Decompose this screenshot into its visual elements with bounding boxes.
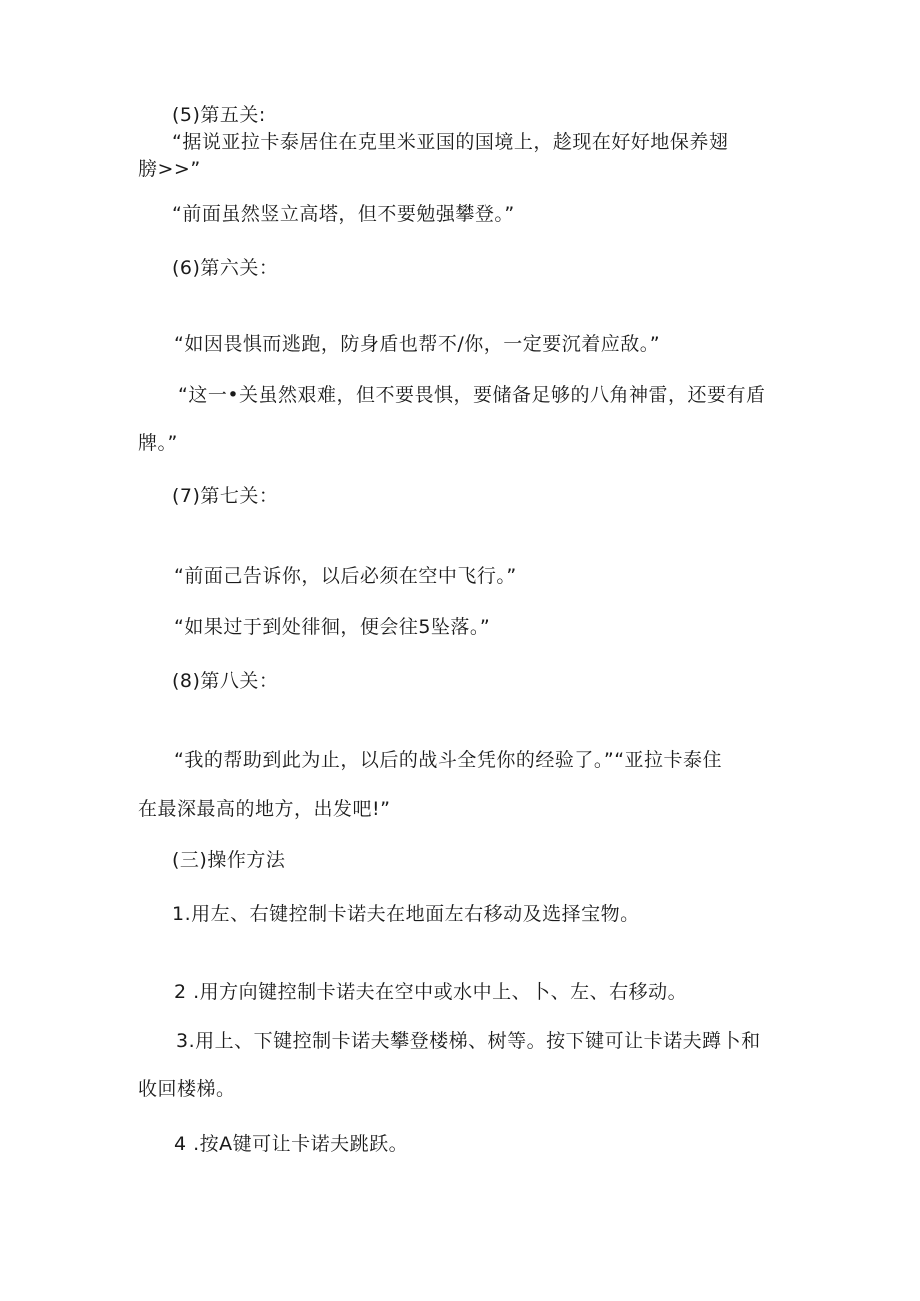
heading-level-7: (7)第七关： xyxy=(172,485,279,507)
quote-level-6-second: “这一•关虽然艰难，但不要畏惧，要储备足够的八角神雷，还要有盾 xyxy=(178,384,766,406)
control-item-1: 1.用左、右键控制卡诺夫在地面左右移动及选择宝物。 xyxy=(172,903,640,925)
quote-level-7-first: “前面己告诉你，以后必须在空中飞行。” xyxy=(174,565,517,587)
quote-level-6-first: “如因畏惧而逃跑，防身盾也帮不/你，一定要沉着应敌。” xyxy=(174,333,661,355)
quote-level-5-first-cont: 膀>>” xyxy=(138,158,201,180)
heading-level-6: (6)第六关： xyxy=(172,257,279,279)
control-item-3: 3.用上、下键控制卡诺夫攀登楼梯、树等。按下键可让卡诺夫蹲卜和 xyxy=(176,1030,761,1052)
quote-level-8-cont: 在最深最高的地方，出发吧!” xyxy=(138,798,391,820)
quote-level-5-first: “据说亚拉卡泰居住在克里米亚国的国境上，趁现在好好地保养翅 xyxy=(172,131,729,153)
quote-level-8: “我的帮助到此为止，以后的战斗全凭你的经验了。”“亚拉卡泰住 xyxy=(174,749,723,771)
control-item-3-cont: 收回楼梯。 xyxy=(138,1078,236,1100)
control-item-4: 4 .按A键可让卡诺夫跳跃。 xyxy=(174,1133,409,1155)
quote-level-5-second: “前面虽然竖立高塔，但不要勉强攀登。” xyxy=(172,203,515,225)
section-heading-controls: (三)操作方法 xyxy=(172,849,286,871)
heading-level-5: (5)第五关: xyxy=(172,104,266,126)
quote-level-7-second: “如果过于到处徘徊，便会往5坠落。” xyxy=(174,616,491,638)
quote-level-6-second-cont: 牌。” xyxy=(138,432,178,454)
heading-level-8: (8)第八关： xyxy=(172,670,279,692)
control-item-2: 2 .用方向键控制卡诺夫在空中或水中上、卜、左、右移动。 xyxy=(174,981,688,1003)
